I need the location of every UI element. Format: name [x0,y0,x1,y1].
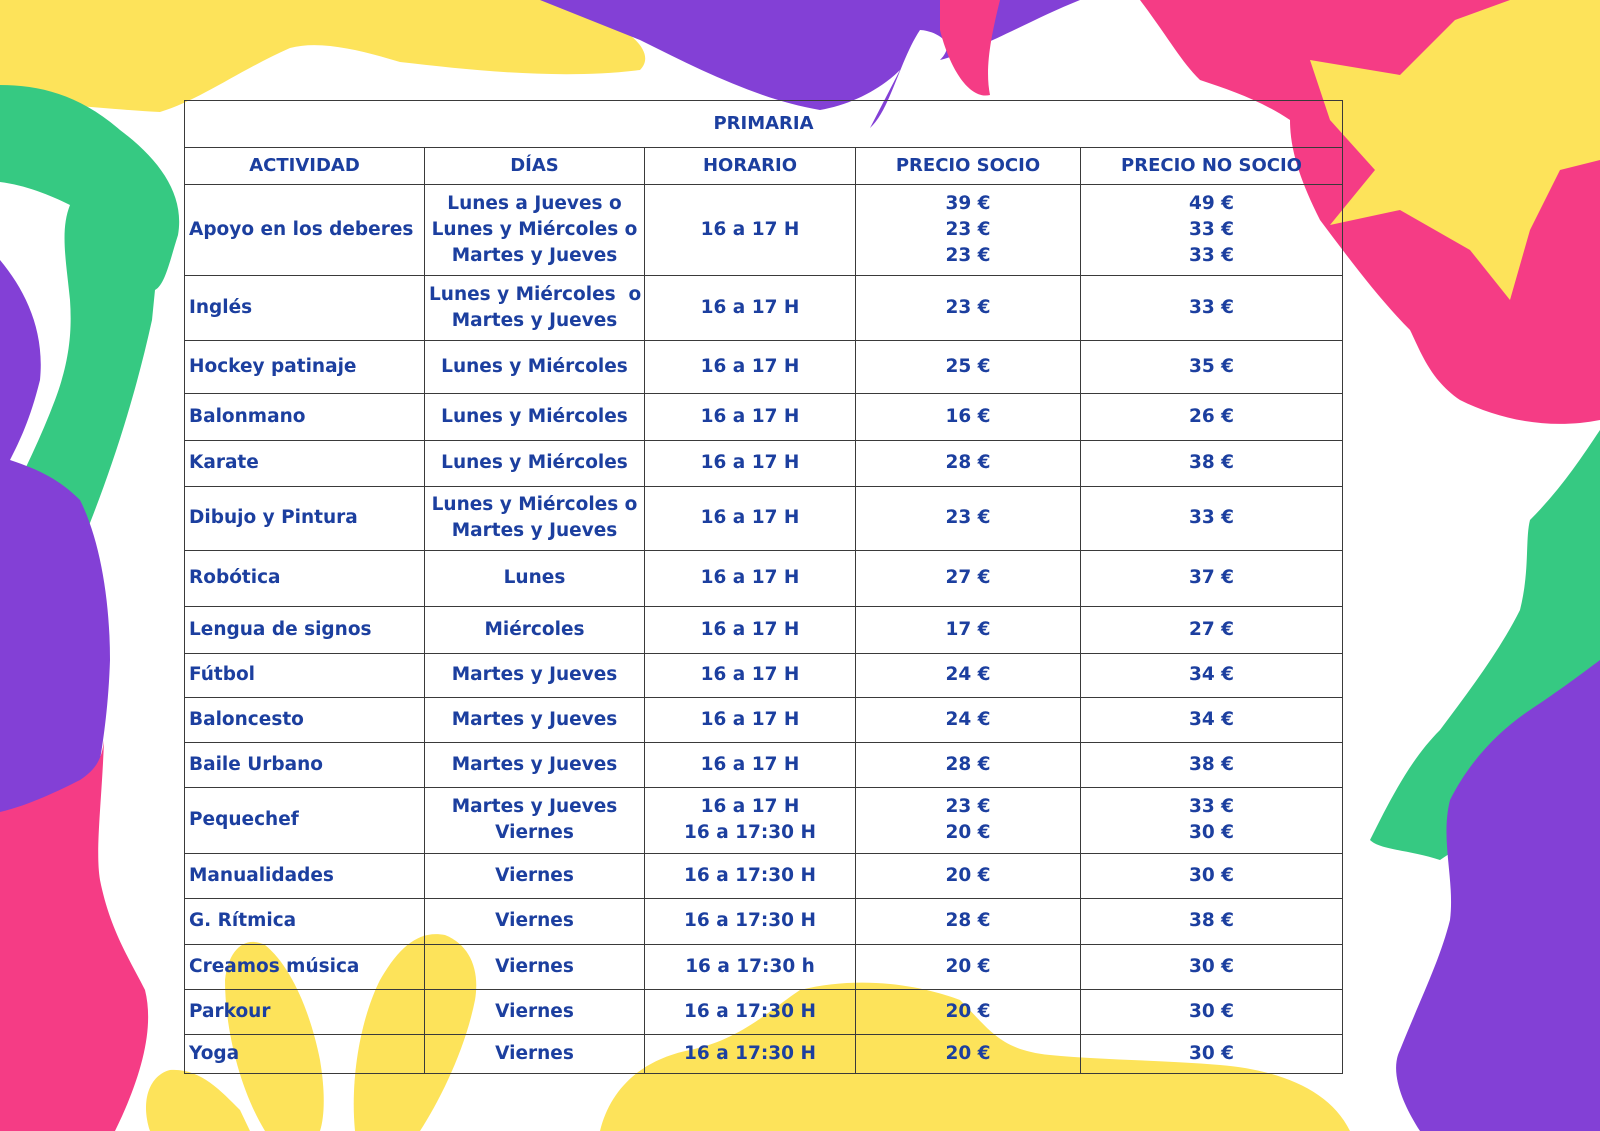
cell-precio-no-socio-line: 33 € [1188,218,1235,240]
cell-precio-socio [856,1035,1081,1074]
cell-horario-line: 16 a 17:30 H [684,910,816,932]
cell-horario-line: 16 a 17 H [700,218,800,240]
cell-precio-socio [856,853,1081,898]
cell-precio-no-socio [1081,788,1343,854]
cell-precio-no-socio-line: 30 € [1188,955,1235,977]
cell-precio-socio-line: 24 € [945,708,991,730]
cell-dias [425,394,645,440]
cell-horario-line: 16 a 17 H [700,618,800,640]
cell-actividad: Baile Urbano [185,742,425,787]
header-horario: HORARIO [645,148,856,185]
cell-dias-line: Martes y Jueves [451,664,618,686]
cell-actividad: Pequechef [185,788,425,854]
cell-precio-socio [856,990,1081,1035]
cell-horario-line: 16 a 17 H [700,753,800,775]
cell-horario-line: 16 a 17 H [700,796,800,818]
cell-precio-socio-line: 28 € [945,910,991,932]
cell-precio-socio [856,899,1081,944]
cell-horario-line: 16 a 17 H [700,296,800,318]
table-row [185,340,1343,394]
cell-precio-no-socio [1081,340,1343,394]
cell-precio-no-socio-line: 33 € [1188,296,1235,318]
header-row [185,148,1343,185]
cell-actividad: Creamos música [185,944,425,989]
cell-precio-no-socio [1081,1035,1343,1074]
cell-dias-line: Lunes a Jueves o [447,192,622,214]
cell-precio-socio [856,550,1081,607]
table-row [185,487,1343,551]
cell-horario [645,607,856,653]
header-actividad: ACTIVIDAD [185,148,425,185]
cell-dias-line: Martes y Jueves [451,796,618,818]
table-row [185,653,1343,697]
cell-precio-no-socio-line: 26 € [1188,405,1235,427]
cell-dias-line: Lunes y Miércoles [441,452,628,474]
cell-dias-line: Lunes y Miércoles o [429,283,642,305]
cell-actividad: Fútbol [185,653,425,697]
header-dias: DÍAS [425,148,645,185]
cell-precio-socio-line: 24 € [945,664,991,686]
cell-precio-socio [856,394,1081,440]
table-row [185,853,1343,898]
cell-dias-line: Martes y Jueves [451,309,618,331]
cell-precio-no-socio-line: 30 € [1188,1043,1235,1065]
cell-precio-no-socio [1081,607,1343,653]
cell-precio-no-socio [1081,742,1343,787]
cell-dias [425,788,645,854]
cell-dias-line: Lunes y Miércoles [441,355,628,377]
cell-precio-socio [856,440,1081,486]
cell-dias [425,607,645,653]
cell-horario [645,698,856,742]
cell-precio-no-socio [1081,944,1343,989]
cell-dias [425,550,645,607]
cell-precio-socio [856,742,1081,787]
cell-precio-socio-line: 23 € [945,218,991,240]
cell-precio-socio [856,275,1081,340]
cell-horario [645,275,856,340]
cell-actividad: Hockey patinaje [185,340,425,394]
cell-horario-line: 16 a 17 H [700,452,800,474]
cell-actividad: Yoga [185,1035,425,1074]
cell-precio-socio [856,487,1081,551]
table-row [185,742,1343,787]
table-row [185,607,1343,653]
cell-horario [645,340,856,394]
cell-precio-no-socio [1081,899,1343,944]
cell-dias [425,990,645,1035]
cell-dias-line: Lunes y Miércoles o [431,218,638,240]
cell-precio-socio-line: 28 € [945,452,991,474]
cell-precio-no-socio-line: 49 € [1188,192,1235,214]
cell-dias-line: Lunes [503,567,566,589]
table-row [185,944,1343,989]
cell-actividad: Lengua de signos [185,607,425,653]
cell-precio-no-socio-line: 33 € [1188,244,1235,266]
cell-precio-no-socio [1081,990,1343,1035]
cell-precio-socio-line: 23 € [945,244,991,266]
cell-horario [645,440,856,486]
cell-precio-no-socio [1081,653,1343,697]
cell-dias-line: Viernes [495,864,574,886]
cell-actividad: Dibujo y Pintura [185,487,425,551]
cell-precio-socio-line: 20 € [945,864,991,886]
cell-precio-socio-line: 20 € [945,822,991,844]
cell-dias [425,742,645,787]
cell-dias [425,698,645,742]
cell-precio-socio-line: 23 € [945,296,991,318]
cell-horario [645,394,856,440]
cell-precio-socio [856,607,1081,653]
cell-dias-line: Viernes [495,955,574,977]
cell-precio-no-socio-line: 34 € [1188,664,1235,686]
cell-dias [425,487,645,551]
cell-precio-socio [856,340,1081,394]
cell-dias-line: Miércoles [484,618,585,640]
cell-horario [645,550,856,607]
cell-precio-no-socio-line: 34 € [1188,708,1235,730]
cell-horario-line: 16 a 17:30 H [684,1001,816,1023]
cell-precio-no-socio [1081,550,1343,607]
cell-dias [425,899,645,944]
cell-actividad: Karate [185,440,425,486]
cell-horario-line: 16 a 17:30 H [684,864,816,886]
cell-horario [645,853,856,898]
cell-precio-no-socio-line: 30 € [1188,864,1235,886]
cell-horario [645,788,856,854]
cell-precio-no-socio [1081,698,1343,742]
cell-dias-line: Martes y Jueves [451,520,618,542]
cell-dias-line: Lunes y Miércoles [441,405,628,427]
cell-horario-line: 16 a 17 H [700,405,800,427]
cell-dias [425,185,645,276]
cell-precio-no-socio-line: 33 € [1188,796,1235,818]
cell-dias-line: Martes y Jueves [451,753,618,775]
table-title: PRIMARIA [185,101,1343,148]
cell-dias-line: Viernes [495,1043,574,1065]
primaria-schedule-table [184,100,1343,1074]
cell-horario-line: 16 a 17:30 H [684,1043,816,1065]
table-row [185,440,1343,486]
table-row [185,899,1343,944]
cell-precio-socio-line: 25 € [945,355,991,377]
cell-dias [425,1035,645,1074]
cell-precio-no-socio [1081,440,1343,486]
cell-dias-line: Viernes [495,822,574,844]
cell-precio-socio-line: 20 € [945,1001,991,1023]
cell-precio-socio-line: 28 € [945,753,991,775]
cell-precio-no-socio [1081,853,1343,898]
cell-precio-socio [856,698,1081,742]
cell-dias-line: Martes y Jueves [451,708,618,730]
cell-precio-no-socio [1081,487,1343,551]
cell-precio-no-socio [1081,275,1343,340]
cell-precio-socio-line: 16 € [945,405,991,427]
cell-precio-no-socio-line: 37 € [1188,567,1235,589]
cell-dias [425,440,645,486]
cell-precio-no-socio-line: 30 € [1188,1001,1235,1023]
cell-precio-socio [856,788,1081,854]
cell-dias [425,340,645,394]
cell-horario-line: 16 a 17 H [700,355,800,377]
cell-precio-no-socio-line: 27 € [1188,618,1235,640]
cell-horario [645,653,856,697]
cell-horario [645,487,856,551]
cell-actividad: Balonmano [185,394,425,440]
cell-horario [645,1035,856,1074]
cell-dias [425,275,645,340]
cell-horario-line: 16 a 17:30 h [685,955,815,977]
table-row [185,275,1343,340]
cell-dias [425,944,645,989]
cell-actividad: Parkour [185,990,425,1035]
table-row [185,394,1343,440]
cell-actividad: Manualidades [185,853,425,898]
cell-horario-line: 16 a 17:30 H [684,822,816,844]
cell-precio-no-socio-line: 33 € [1188,507,1235,529]
table-row [185,990,1343,1035]
cell-precio-no-socio [1081,185,1343,276]
yellow-petal-1 [146,1070,250,1131]
table-row [185,788,1343,854]
cell-horario-line: 16 a 17 H [700,507,800,529]
cell-dias-line: Lunes y Miércoles o [431,494,638,516]
cell-dias-line: Viernes [495,1001,574,1023]
cell-actividad: G. Rítmica [185,899,425,944]
yellow-blob-top-left [0,0,645,112]
cell-horario-line: 16 a 17 H [700,567,800,589]
cell-dias [425,653,645,697]
cell-precio-socio-line: 23 € [945,796,991,818]
cell-actividad: Robótica [185,550,425,607]
cell-precio-no-socio-line: 35 € [1188,355,1235,377]
cell-dias-line: Martes y Jueves [451,244,618,266]
cell-precio-no-socio-line: 38 € [1188,452,1235,474]
header-precio-socio: PRECIO SOCIO [856,148,1081,185]
table-row [185,550,1343,607]
cell-dias [425,853,645,898]
cell-precio-socio [856,185,1081,276]
table-row [185,185,1343,276]
table-row [185,698,1343,742]
cell-dias-line: Viernes [495,910,574,932]
cell-actividad: Inglés [185,275,425,340]
cell-horario [645,944,856,989]
cell-precio-no-socio-line: 38 € [1188,910,1235,932]
table-row [185,1035,1343,1074]
cell-horario [645,185,856,276]
table-body [185,185,1343,1074]
cell-precio-socio-line: 17 € [945,618,991,640]
cell-actividad: Baloncesto [185,698,425,742]
cell-precio-socio-line: 27 € [945,567,991,589]
cell-horario [645,990,856,1035]
cell-precio-socio-line: 39 € [945,192,991,214]
cell-actividad: Apoyo en los deberes [185,185,425,276]
cell-horario [645,899,856,944]
header-precio-no-socio: PRECIO NO SOCIO [1081,148,1343,185]
cell-precio-socio-line: 20 € [945,955,991,977]
cell-horario-line: 16 a 17 H [700,708,800,730]
cell-precio-no-socio [1081,394,1343,440]
cell-precio-no-socio-line: 38 € [1188,753,1235,775]
cell-precio-socio-line: 20 € [945,1043,991,1065]
cell-precio-socio [856,653,1081,697]
cell-precio-socio [856,944,1081,989]
cell-horario [645,742,856,787]
cell-precio-no-socio-line: 30 € [1188,822,1235,844]
cell-horario-line: 16 a 17 H [700,664,800,686]
cell-precio-socio-line: 23 € [945,507,991,529]
